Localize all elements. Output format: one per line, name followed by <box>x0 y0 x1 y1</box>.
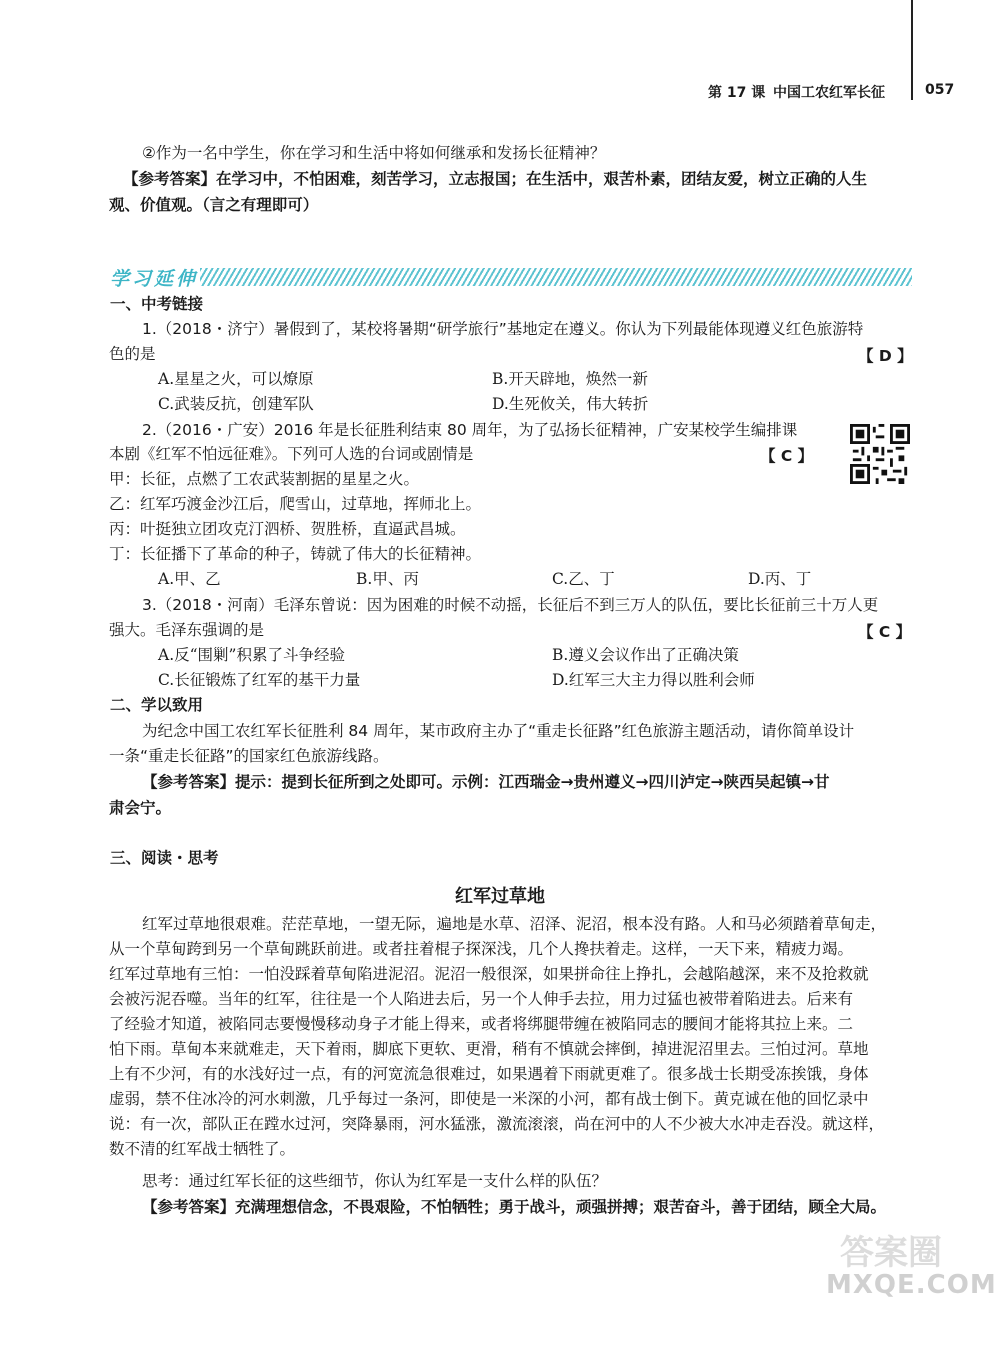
paragraph-line: 怕下雨。草甸本来就难走，天下着雨，脚底下更软、更滑，稍有不慎就会摔倒，掉进泥沼里去。三怕过河。草地 <box>109 1040 869 1058</box>
q1-line2: 色的是 <box>109 345 156 363</box>
q3-line1: 3.（2018・河南）毛泽东曾说：因为困难的时候不动摇，长征后不到三万人的队伍，要比长征前三十万人更 <box>142 596 879 614</box>
q2-stmt-jia: 甲：长征，点燃了工农武装割据的星星之火。 <box>109 470 420 488</box>
paragraph-line: 了经验才知道，被陷同志要慢慢移动身子才能上得来，或者将绑腿带缠在被陷同志的腰间才能将其拉上来。二 <box>109 1015 854 1033</box>
answer-text: 充满理想信念，不畏艰险，不怕牺牲；勇于战斗，顽强拼搏；艰苦奋斗，善于团结，顾全大局。 <box>235 1198 887 1216</box>
q1-option-b: B.开天辟地，焕然一新 <box>492 370 648 388</box>
q1-option-a: A.星星之火，可以燎原 <box>158 370 314 388</box>
section-banner-stripes <box>200 268 912 286</box>
paragraph-line: 从一个草甸跨到另一个草甸跳跃前进。或者拄着棍子探深浅，几个人搀扶着走。这样，一天下来，精疲力竭。 <box>109 940 854 958</box>
part3-answer <box>142 1196 886 1218</box>
q3-line2: 强大。毛泽东强调的是 <box>109 621 265 639</box>
think-question: 思考：通过红军长征的这些细节，你认为红军是一支什么样的队伍？ <box>142 1172 608 1190</box>
qr-code[interactable] <box>850 424 910 484</box>
paragraph-line: 数不清的红军战士牺牲了。 <box>109 1140 296 1158</box>
header-divider <box>911 0 913 100</box>
paragraph-line: 红军过草地有三怕：一怕没踩着草甸陷进泥沼。泥沼一般很深，如果拼命往上挣扎，会越陷越深，来不及抢救就 <box>109 965 869 983</box>
q2-line2: 本剧《红军不怕远征难》。下列可人选的台词或剧情是 <box>109 445 474 463</box>
part2-answer-cont: 肃会宁。 <box>109 799 172 817</box>
part1-heading: 一、中考链接 <box>110 295 204 313</box>
q2-option-d: D.丙、丁 <box>748 570 812 588</box>
watermark-logo: 答案圈 <box>840 1233 942 1273</box>
q1-option-c: C.武装反抗，创建军队 <box>158 395 314 413</box>
watermark-site: MXQE.COM <box>826 1270 997 1300</box>
q2-line1: 2.（2016・广安）2016 年是长征胜利结束 80 周年，为了弘扬长征精神，广安某校学生编排课 <box>142 421 798 439</box>
page-number: 057 <box>925 82 955 98</box>
paragraph-line: 说：有一次，部队正在蹚水过河，突降暴雨，河水猛涨，激流滚滚，尚在河中的人不少被大水冲走吞没。就这样， <box>109 1115 885 1133</box>
part2-answer <box>142 771 829 793</box>
article-title: 红军过草地 <box>455 886 545 907</box>
paragraph-line: 虚弱，禁不住冰冷的河水刺激，几乎每过一条河，即使是一米深的小河，都有战士倒下。黄克诚在他的回忆录中 <box>109 1090 869 1108</box>
q2-stmt-yi: 乙：红军巧渡金沙江后，爬雪山，过草地，挥师北上。 <box>109 495 482 513</box>
q2-option-c: C.乙、丁 <box>552 570 615 588</box>
answer-text: 在学习中，不怕困难，刻苦学习，立志报国；在生活中，艰苦朴素，团结友爱，树立正确的人生 <box>216 170 868 188</box>
intro-answer <box>123 168 867 190</box>
answer-label: 【参考答案】 <box>142 773 236 791</box>
part2-line2: 一条“重走长征路”的国家红色旅游线路。 <box>109 747 389 765</box>
paragraph-line: 会被污泥吞噬。当年的红军，往往是一个人陷进去后，另一个人伸手去拉，用力过猛也被带着陷进去。后来有 <box>109 990 854 1008</box>
q3-option-c: C.长征锻炼了红军的基干力量 <box>158 671 361 689</box>
q1-option-d: D.生死攸关，伟大转折 <box>492 395 649 413</box>
section-title: 学习延伸 <box>110 268 199 290</box>
q3-option-a: A.反“围剿”积累了斗争经验 <box>158 646 345 664</box>
paragraph-line: 上有不少河，有的水浅好过一点，有的河宽流急很难过，如果遇着下雨就更难了。很多战士长期受冻挨饿，身体 <box>109 1065 869 1083</box>
q2-stmt-ding: 丁：长征播下了革命的种子，铸就了伟大的长征精神。 <box>109 545 482 563</box>
lesson-title: 中国工农红军长征 <box>773 85 885 101</box>
answer-label: 【参考答案】 <box>142 1198 236 1216</box>
intro-answer-cont: 观、价值观。（言之有理即可） <box>109 196 319 214</box>
part3-heading: 三、阅读・思考 <box>110 849 219 867</box>
answer-label: 【参考答案】 <box>123 170 217 188</box>
part2-heading: 二、学以致用 <box>110 696 204 714</box>
question-2: ②作为一名中学生，你在学习和生活中将如何继承和发扬长征精神？ <box>142 144 606 162</box>
part2-line1: 为纪念中国工农红军长征胜利 84 周年，某市政府主办了“重走长征路”红色旅游主题活动，请你简单设计 <box>142 722 855 740</box>
q1-line1: 1.（2018・济宁）暑假到了，某校将暑期“研学旅行”基地定在遵义。你认为下列最能体现遵义红色旅游特 <box>142 320 864 338</box>
q3-option-b: B.遵义会议作出了正确决策 <box>552 646 739 664</box>
q2-stmt-bing: 丙：叶挺独立团攻克汀泗桥、贺胜桥，直逼武昌城。 <box>109 520 466 538</box>
lesson-number: 第 17 课 <box>708 85 766 101</box>
q2-answer: 【 C 】 <box>760 447 814 465</box>
paragraph-line: 红军过草地很艰难。茫茫草地，一望无际，遍地是水草、沼泽、泥沼，根本没有路。人和马必须踏着草甸走， <box>142 915 887 933</box>
q2-option-b: B.甲、丙 <box>356 570 419 588</box>
q3-option-d: D.红军三大主力得以胜利会师 <box>552 671 755 689</box>
q1-answer: 【 D 】 <box>858 347 913 365</box>
q3-answer: 【 C 】 <box>858 623 912 641</box>
answer-text: 提示：提到长征所到之处即可。示例：江西瑞金→贵州遵义→四川泸定→陕西吴起镇→甘 <box>235 773 830 791</box>
q2-option-a: A.甲、乙 <box>158 570 221 588</box>
